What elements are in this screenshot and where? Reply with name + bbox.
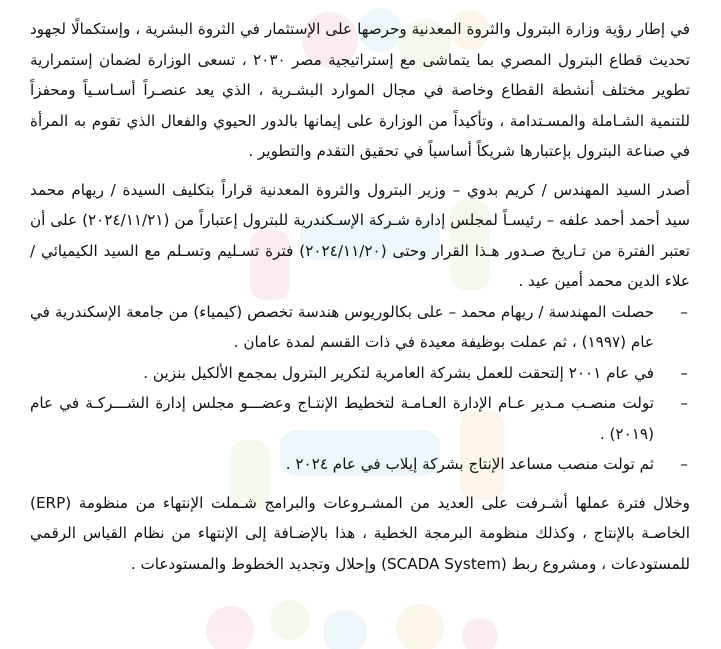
dash-marker: – — [680, 394, 688, 412]
career-list — [30, 297, 690, 480]
list-item — [30, 358, 688, 389]
list-item-text: حصلت المهندسة / ريهام محمد – على بكالوريوس هندسة تخصص (كيمياء) من جامعة الإسكندرية في عام (١٩٩٧) ، ثم عملت بوظيفة معيدة في ذات القسم لمدة عامان . — [30, 302, 654, 351]
list-item-text: في عام ٢٠٠١ إلتحقت للعمل بشركة العامرية لتكرير البترول بمجمع الألكيل بنزين . — [143, 363, 654, 382]
list-item-text: ثم تولت منصب مساعد الإنتاج بشركة إيلاب في عام ٢٠٢٤ . — [285, 455, 654, 473]
decision-paragraph: أصدر السيد المهندس / كريم بدوي – وزير البترول والثروة المعدنية قراراً بتكليف السيدة / ريهام محمد سيد أحمد أحمد علفه – رئيسـاً لمجلس إدارة شـركة الإسـكندرية للبترول إعتباراً من (٢٠٢٤/١١/٢١) على أن تعتبر الفترة من تـاريخ صـدور هـذا القرار وحتى (٢٠٢٤/١١/٢٠) فترة تسـليم وتسـلم مع السيد الكيميائي / علاء الدين محمد أمين عيد . — [30, 180, 690, 290]
list-item — [30, 297, 688, 358]
intro-paragraph: في إطار رؤية وزارة البترول والثروة المعدنية وحرصها على الإستثمار في الثروة البشرية ، وإستكمالًا لجهود تحديث قطاع البترول المصري بما يتماشى مع إستراتيجية مصر ٢٠٣٠ ، تسعى الوزارة لضمان إستمرارية تطوير مختلف أنشطة القطاع وخاصة في مجال الموارد البشـرية ، الذي يعد عنصـراً أسـاسـياً ومحفزاً للتنمية الشـاملة والمسـتدامة ، وتأكيداً من الوزارة على إيمانها بالدور الحيوي والفعال الذي تقوم به المرأة في صناعة البترول بإعتبارها شريكاً أساسياً في تحقيق التقدم والتطوير . — [30, 20, 690, 160]
dash-marker: – — [680, 455, 688, 473]
dash-marker: – — [680, 363, 688, 382]
list-item — [30, 388, 688, 449]
list-item — [30, 449, 688, 480]
list-item-text: تولت منصـب مـدير عـام الإدارة العـامـة لتخطيط الإنتـاج وعضـــو مجلس إدارة الشـــركـة في عام (٢٠١٩) . — [30, 394, 654, 443]
closing-paragraph: وخلال فترة عملها أشـرفت على العديد من المشـروعات والبرامج شـملت الإنتهاء من منظومة (ERP) الخاصـة بالإنتاج ، وكذلك منظومة البرمجة الخطية ، هذا بالإضـافة إلى الإنتهاء من نظام القياس الرقمي للمستودعات ، ومشروع ربط (SCADA System) وإحلال وتجديد الخطوط والمستودعات . — [30, 493, 690, 573]
dash-marker: – — [680, 302, 688, 321]
document-page — [30, 14, 690, 579]
